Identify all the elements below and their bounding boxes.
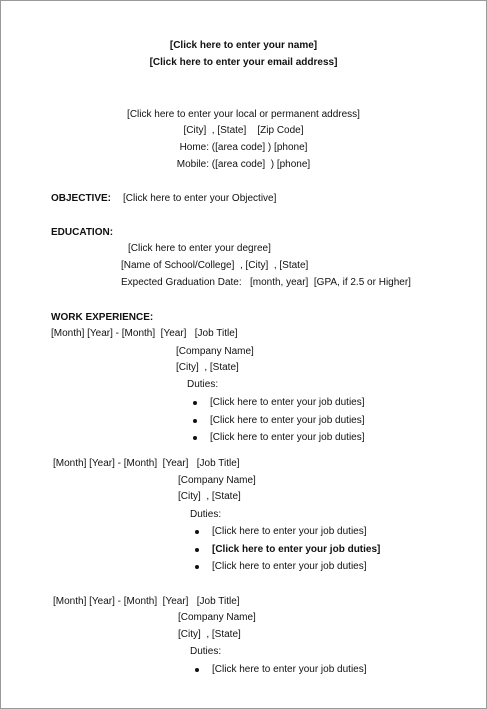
job-location-field[interactable]: [City] , [State] (178, 491, 241, 502)
job-dates-title[interactable]: [Month] [Year] - [Month] [Year] [Job Title] (53, 596, 240, 607)
company-name-field[interactable]: [Company Name] (176, 346, 254, 357)
home-phone-field[interactable]: Home: ([area code] ) [phone] (179, 142, 308, 153)
bullet-icon (195, 668, 199, 672)
job-duty-field[interactable]: [Click here to enter your job duties] (210, 415, 365, 426)
education-heading: EDUCATION: (51, 227, 114, 238)
name-field[interactable]: [Click here to enter your name] (169, 40, 318, 51)
bullet-icon (193, 419, 197, 423)
degree-field[interactable]: [Click here to enter your degree] (128, 243, 271, 254)
duties-label: Duties: (190, 646, 222, 657)
job-duty-field[interactable]: [Click here to enter your job duties] (210, 432, 365, 443)
bullet-icon (193, 401, 197, 405)
email-field[interactable]: [Click here to enter your email address] (149, 57, 338, 68)
job-dates-title[interactable]: [Month] [Year] - [Month] [Year] [Job Title] (51, 328, 238, 339)
job-duty-field[interactable]: [Click here to enter your job duties] (210, 397, 365, 408)
job-duty-field[interactable]: [Click here to enter your job duties] (212, 526, 367, 537)
address-field[interactable]: [Click here to enter your local or permanent address] (127, 109, 360, 120)
bullet-icon (195, 548, 199, 552)
school-field[interactable]: [Name of School/College] , [City] , [State] (121, 260, 309, 271)
objective-field[interactable]: [Click here to enter your Objective] (123, 193, 277, 204)
city-state-zip-field[interactable]: [City] , [State] [Zip Code] (183, 125, 304, 136)
duties-label: Duties: (187, 379, 219, 390)
company-name-field[interactable]: [Company Name] (178, 612, 256, 623)
job-dates-title[interactable]: [Month] [Year] - [Month] [Year] [Job Title] (53, 458, 240, 469)
bullet-icon (195, 530, 199, 534)
bullet-icon (193, 436, 197, 440)
bullet-icon (195, 565, 199, 569)
job-location-field[interactable]: [City] , [State] (178, 629, 241, 640)
mobile-phone-field[interactable]: Mobile: ([area code] ) [phone] (176, 159, 311, 170)
job-location-field[interactable]: [City] , [State] (176, 362, 239, 373)
job-duty-field[interactable]: [Click here to enter your job duties] (212, 664, 367, 675)
graduation-field[interactable]: Expected Graduation Date: [month, year] [GPA, if 2.5 or Higher] (121, 277, 411, 288)
objective-heading: OBJECTIVE: (51, 193, 112, 204)
job-duty-field[interactable]: [Click here to enter your job duties] (212, 561, 367, 572)
job-duty-field[interactable]: [Click here to enter your job duties] (212, 544, 381, 555)
company-name-field[interactable]: [Company Name] (178, 475, 256, 486)
duties-label: Duties: (190, 509, 222, 520)
work-experience-heading: WORK EXPERIENCE: (51, 312, 154, 323)
